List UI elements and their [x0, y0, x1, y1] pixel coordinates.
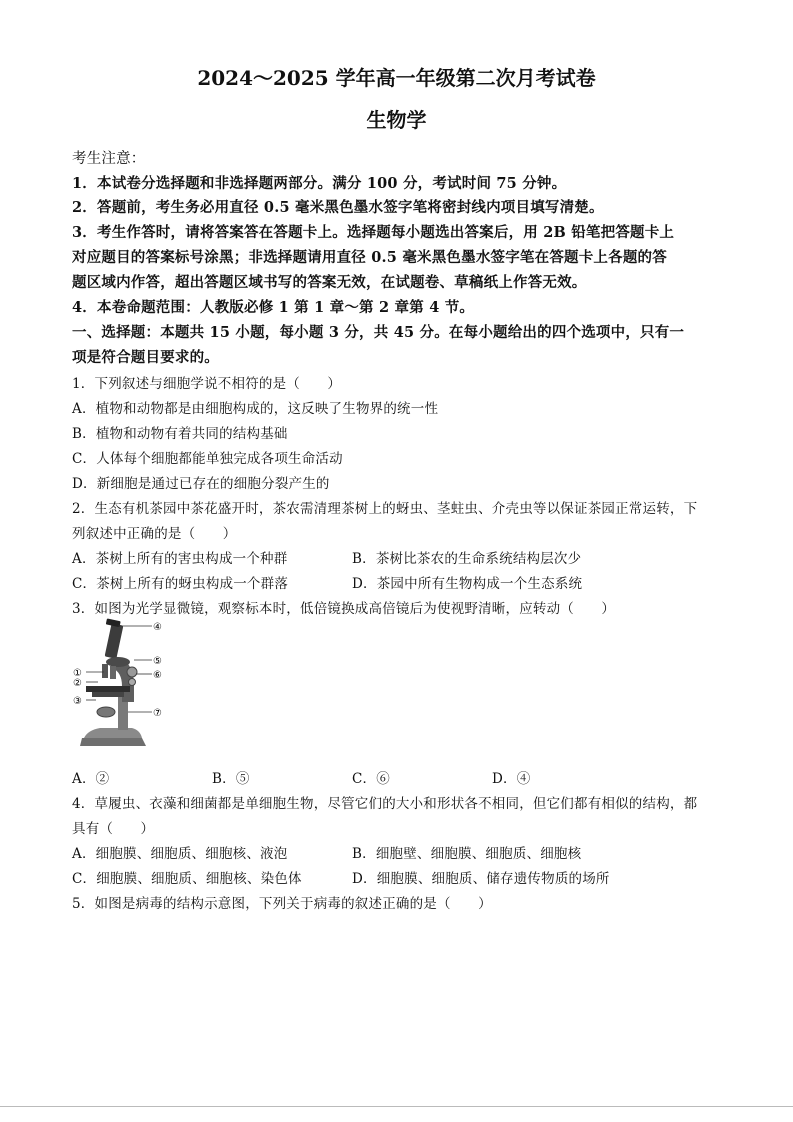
q2-option-b: B．茶树比茶农的生命系统结构层次少 [352, 551, 582, 567]
label-1: ① [73, 668, 82, 679]
notice-line-4: 对应题目的答案标号涂黑；非选择题请用直径 0.5 毫米黑色墨水签字笔在答题卡上各题的答 [72, 249, 667, 266]
q4-option-b: B．细胞壁、细胞膜、细胞质、细胞核 [352, 846, 582, 862]
notice-line-5: 题区域内作答，超出答题区域书写的答案无效，在试题卷、草稿纸上作答无效。 [72, 274, 587, 291]
q3-option-a: A．② [72, 771, 110, 787]
microscope-foot [84, 728, 142, 738]
label-7: ⑦ [153, 708, 162, 719]
q1-option-b: B．植物和动物有着共同的结构基础 [72, 426, 288, 442]
label-4: ④ [153, 622, 162, 633]
q4-option-d: D．细胞膜、细胞质、储存遗传物质的场所 [352, 871, 610, 887]
microscope-nosepiece [106, 657, 130, 667]
microscope-tube [105, 623, 124, 659]
notice-line-2: 2．答题前，考生务必用直径 0.5 毫米黑色墨水签字笔将密封线内项目填写清楚。 [72, 199, 604, 216]
q3-option-d: D．④ [492, 771, 531, 787]
q3-option-b: B．⑤ [212, 771, 250, 787]
q1-option-c: C．人体每个细胞都能单独完成各项生命活动 [72, 451, 343, 467]
q5-stem: 5．如图是病毒的结构示意图，下列关于病毒的叙述正确的是（ ） [72, 896, 492, 912]
q4-option-c: C．细胞膜、细胞质、细胞核、染色体 [72, 871, 302, 887]
notice-line-3: 3．考生作答时，请将答案答在答题卡上。选择题每小题选出答案后，用 2B 铅笔把答题卡上 [72, 224, 675, 241]
notice-heading: 考生注意： [72, 151, 146, 167]
objective-1 [102, 664, 108, 678]
q1-option-a: A．植物和动物都是由细胞构成的，这反映了生物界的统一性 [72, 401, 439, 417]
q3-stem: 3．如图为光学显微镜，观察标本时，低倍镜换成高倍镜后为使视野清晰，应转动（ ） [72, 601, 616, 617]
q2-option-c: C．茶树上所有的蚜虫构成一个群落 [72, 576, 289, 592]
label-3: ③ [73, 696, 82, 707]
subject-title: 生物学 [366, 108, 427, 132]
notice-line-6: 4．本卷命题范围：人教版必修 1 第 1 章～第 2 章第 4 节。 [72, 299, 475, 316]
microscope-figure [72, 616, 168, 752]
microscope-mirror [97, 707, 115, 717]
microscope-stage [86, 686, 130, 692]
page-bottom-rule [0, 1106, 793, 1107]
fine-focus-knob [129, 679, 136, 686]
q1-stem: 1．下列叙述与细胞学说不相符的是（ ） [72, 376, 342, 392]
q4-option-a: A．细胞膜、细胞质、细胞核、液泡 [72, 846, 288, 862]
q1-option-d: D．新细胞是通过已存在的细胞分裂产生的 [72, 476, 330, 492]
q2-option-a: A．茶树上所有的害虫构成一个种群 [72, 551, 288, 567]
q2-stem-line-1: 2．生态有机茶园中茶花盛开时，茶农需清理茶树上的蚜虫、茎蛀虫、介壳虫等以保证茶园正常运转，下 [72, 501, 698, 517]
q3-option-c: C．⑥ [352, 771, 390, 787]
q2-option-d: D．茶园中所有生物构成一个生态系统 [352, 576, 583, 592]
label-5: ⑤ [153, 656, 162, 667]
q2-stem-line-2: 列叙述中正确的是（ ） [72, 526, 237, 542]
notice-line-1: 1．本试卷分选择题和非选择题两部分。满分 100 分，考试时间 75 分钟。 [72, 175, 567, 192]
microscope-base [80, 738, 146, 746]
objective-2 [110, 666, 116, 679]
label-2: ② [73, 678, 82, 689]
q4-stem-line-2: 具有（ ） [72, 821, 155, 837]
section-heading-line-2: 项是符合题目要求的。 [72, 349, 219, 366]
coarse-focus-knob [127, 667, 137, 677]
q4-stem-line-1: 4．草履虫、衣藻和细菌都是单细胞生物，尽管它们的大小和形状各不相同，但它们都有相似的结构，都 [72, 796, 698, 812]
section-heading-line-1: 一、选择题：本题共 15 小题，每小题 3 分，共 45 分。在每小题给出的四个选项中，只有一 [72, 324, 685, 341]
exam-title: 2024～2025 学年高一年级第二次月考试卷 [197, 66, 596, 90]
microscope-drawing [72, 616, 168, 752]
microscope-stage-under [92, 692, 124, 697]
label-6: ⑥ [153, 670, 162, 681]
